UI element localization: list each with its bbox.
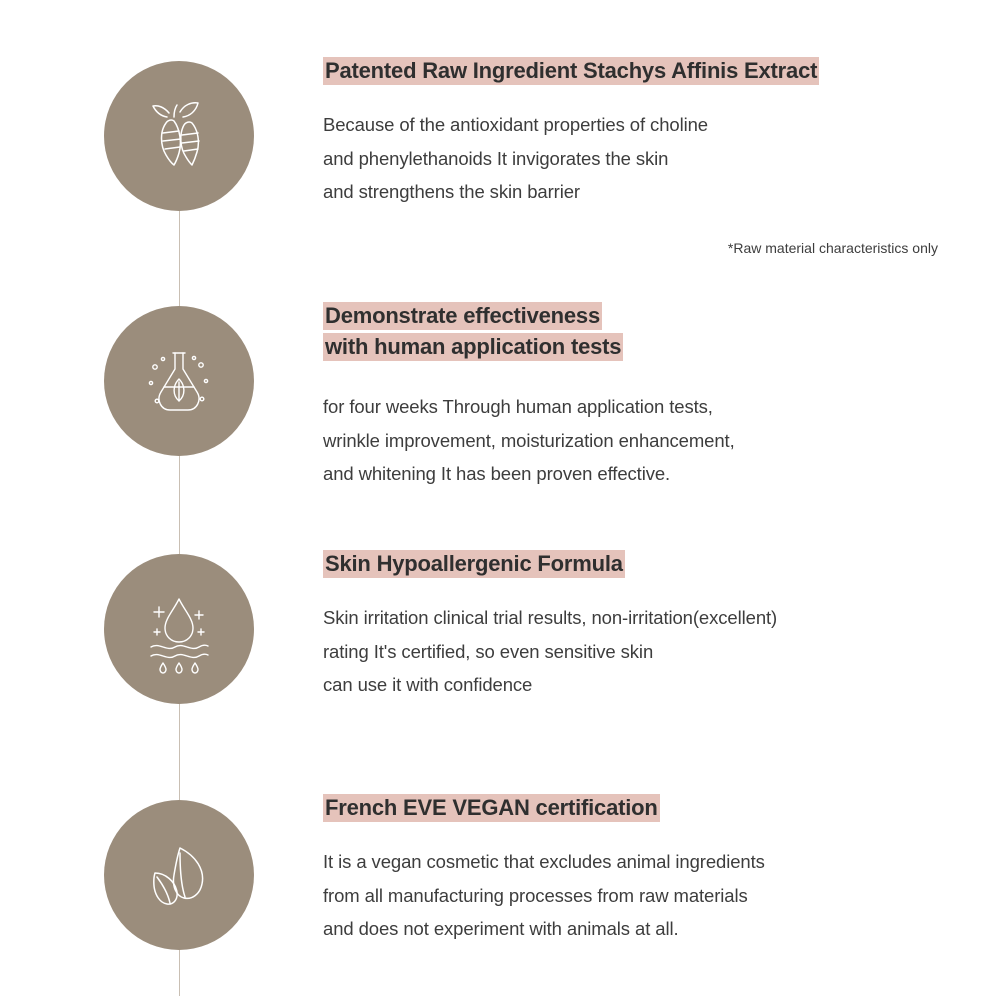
- lab-flask-leaf-icon: [104, 306, 254, 456]
- feature-title-3: Skin Hypoallergenic Formula: [325, 551, 623, 576]
- feature-title-1: Patented Raw Ingredient Stachys Affinis Extract: [325, 58, 818, 83]
- feature-content-4: [323, 792, 963, 945]
- feature-title-4: French EVE VEGAN certification: [325, 795, 658, 820]
- feature-body-4: It is a vegan cosmetic that excludes animal ingredients from all manufacturing processes from raw materials and does not experiment with animals at all.: [323, 851, 765, 939]
- feature-note-1: *Raw material characteristics only: [727, 240, 938, 257]
- vegan-leaf-icon: [104, 800, 254, 950]
- feature-content-1: [323, 55, 963, 256]
- feature-title-2: Demonstrate effectiveness with human application tests: [325, 303, 622, 360]
- feature-content-2: [323, 300, 963, 490]
- feature-body-3: Skin irritation clinical trial results, non-irritation(excellent) rating It's certified, so even sensitive skin can use it with confidence: [323, 607, 778, 695]
- feature-body-1: Because of the antioxidant properties of choline and phenylethanoids It invigorates the skin and strengthens the skin barrier: [323, 114, 708, 202]
- feature-content-3: [323, 548, 963, 701]
- water-drop-hydration-icon: [104, 554, 254, 704]
- stachys-affinis-root-icon: [104, 61, 254, 211]
- feature-body-2: for four weeks Through human application tests, wrinkle improvement, moisturization enhancement, and whitening It has been proven effective.: [323, 396, 735, 485]
